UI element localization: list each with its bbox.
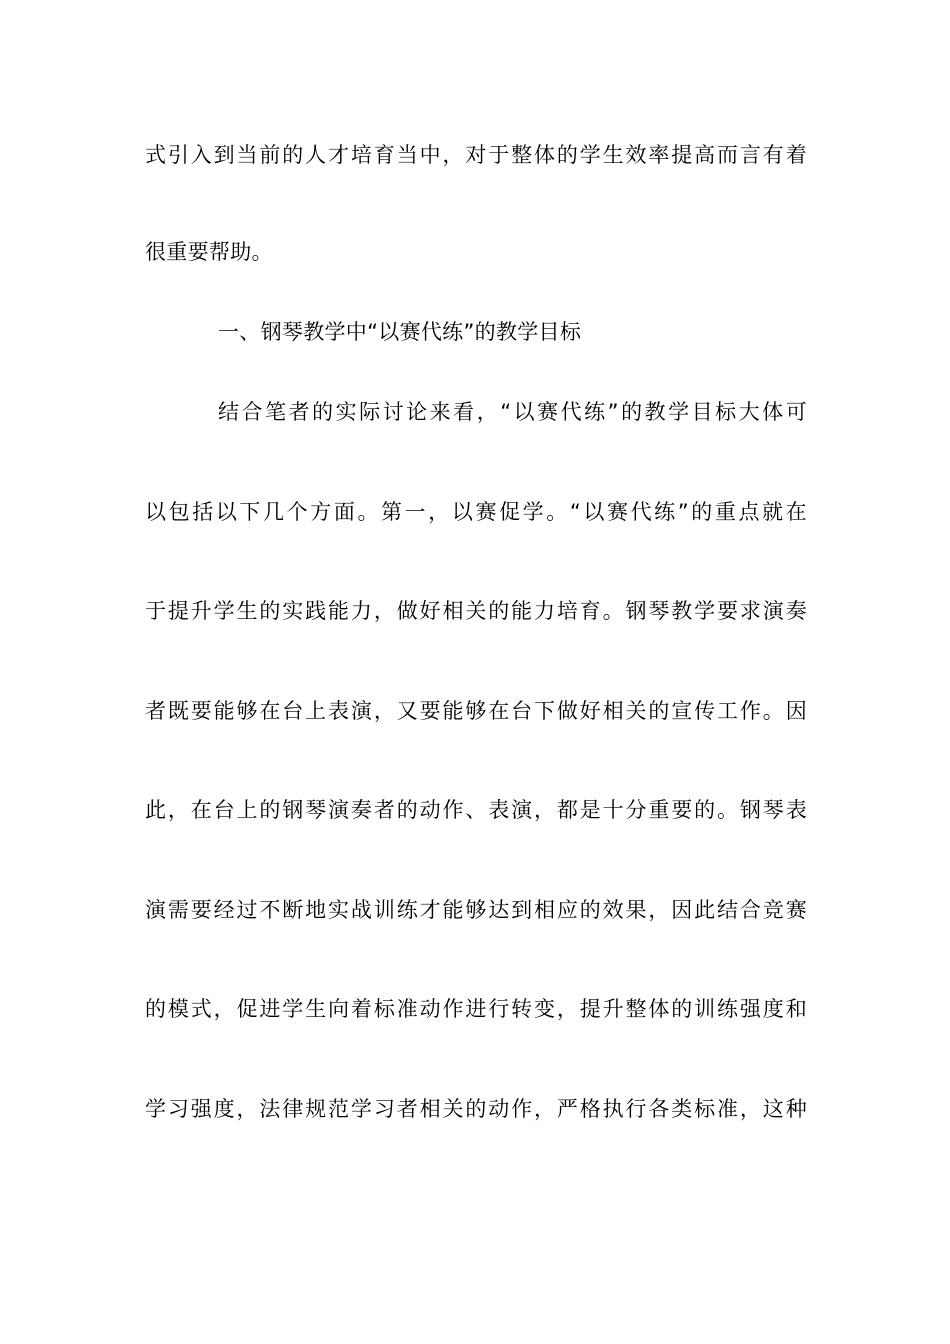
paragraph-line: 结合笔者的实际讨论来看，“以赛代练”的教学目标大体可 xyxy=(218,400,807,424)
section-heading: 一、钢琴教学中“以赛代练”的教学目标 xyxy=(218,320,582,344)
paragraph-line: 此，在台上的钢琴演奏者的动作、表演，都是十分重要的。钢琴表 xyxy=(145,798,807,822)
paragraph-line: 式引入到当前的人才培育当中，对于整体的学生效率提高而言有着 xyxy=(145,143,807,167)
paragraph-line: 很重要帮助。 xyxy=(145,240,273,264)
paragraph-line: 演需要经过不断地实战训练才能够达到相应的效果，因此结合竞赛 xyxy=(145,898,807,922)
paragraph-line: 以包括以下几个方面。第一，以赛促学。“以赛代练”的重点就在 xyxy=(145,500,807,524)
paragraph-line: 的模式，促进学生向着标准动作进行转变，提升整体的训练强度和 xyxy=(145,997,807,1021)
paragraph-line: 者既要能够在台上表演，又要能够在台下做好相关的宣传工作。因 xyxy=(145,699,807,723)
paragraph-line: 于提升学生的实践能力，做好相关的能力培育。钢琴教学要求演奏 xyxy=(145,599,807,623)
paragraph-line: 学习强度，法律规范学习者相关的动作，严格执行各类标准，这种 xyxy=(145,1097,807,1121)
